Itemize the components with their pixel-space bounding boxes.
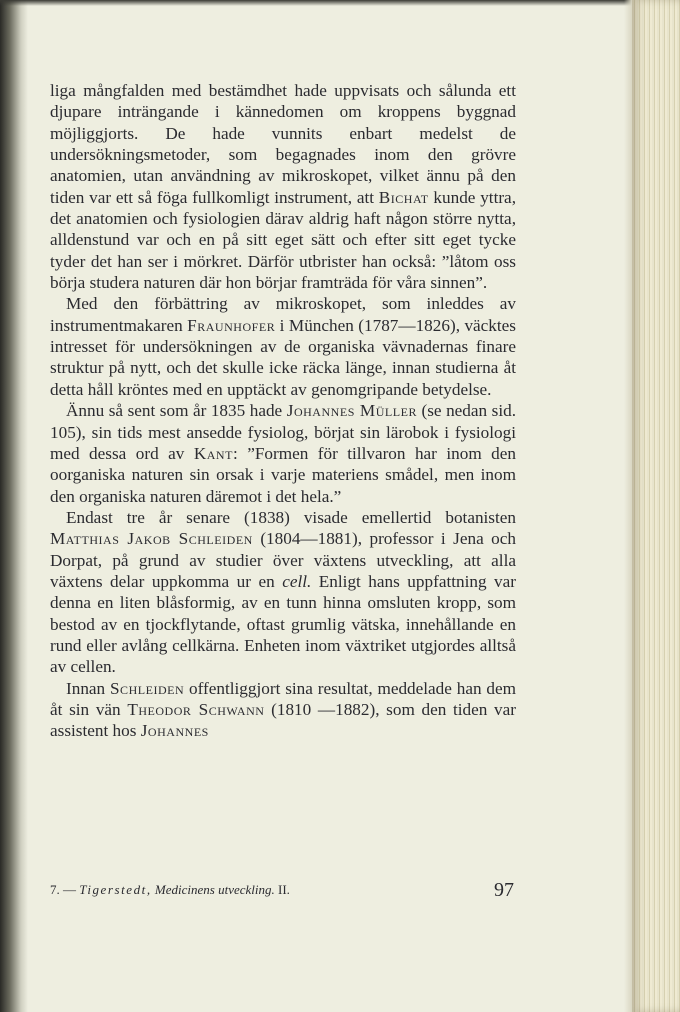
paragraph-text: kunde yttra, det anatomien och fysiologien därav aldrig haft någon större nytta, alldenstund var och en på sitt eget sätt och efter sitt eget tycke tyder det han ser i mörkret. Därför utbrister han också: ”låtom oss börja studera naturen där hon börjar framträda för våra sinnen”. xyxy=(50,187,516,293)
paragraph-text: Innan xyxy=(66,678,110,698)
emphasis-text: cell. xyxy=(282,571,312,591)
signature-volume: II. xyxy=(278,882,290,897)
paragraph xyxy=(50,678,516,742)
paragraph-text: Ännu så sent som år 1835 hade xyxy=(66,401,287,421)
person-name: Kant xyxy=(193,443,233,463)
paragraph-text: liga mångfalden med bestämdhet hade uppvisats och sålunda ett djupare inträngande i kännedomen om kroppens byggnad möjliggjorts. De hade vunnits enbart medelst de undersökningsmetoder, som begagnades inom den grövre anatomien, utan användning av mikroskopet, vilket ännu på den tiden var ett så föga fullkomligt instrument, att xyxy=(50,81,516,207)
paragraph-text: i München (1787—1826), väcktes intresset för undersökningen av de organiska vävnadernas finare struktur på nytt, och det skulle icke räcka länge, innan studierna åt detta håll kröntes med en upptäckt av genomgripande betydelse. xyxy=(50,315,516,399)
paragraph-text: : ”Formen för tillvaron har inom den oorganiska naturen sin orsak i varje materiens smådel, men inom den organiska naturen däremot i det hela.” xyxy=(50,443,516,506)
person-name: Johannes Müller xyxy=(286,401,417,421)
paragraph-text: Endast tre år senare (1838) visade emellertid botanisten xyxy=(66,507,516,527)
person-name: Matthias Jakob Schleiden xyxy=(50,529,253,549)
person-name: Johannes xyxy=(140,721,209,741)
page-stack-edges xyxy=(632,0,680,1012)
person-name: Theodor Schwann xyxy=(127,699,265,719)
paragraph-text: offentliggjort sina resultat, meddelade han dem åt sin vän xyxy=(50,678,516,719)
signature-number: 7. — xyxy=(50,882,76,897)
signature-author: Tigerstedt, xyxy=(79,882,152,897)
signature-book-title: Medicinens utveckling. xyxy=(154,882,275,897)
paragraph xyxy=(50,293,516,400)
paragraph-text: (se nedan sid. 105), sin tids mest ansedde fysiolog, börjat sin lärobok i fysiologi med dessa ord av xyxy=(50,401,516,463)
paragraph xyxy=(50,400,516,507)
page-edge-gutter xyxy=(624,0,632,1012)
person-name: Bichat xyxy=(378,187,429,207)
paragraph-text: Enligt hans uppfattning var denna en liten blåsformig, av en tunn hinna omsluten kropp, som bestod av en tjockflytande, oftast grumlig vätska, innehållande en rund eller avlång cellkärna. Enheten inom växtriket utgjordes alltså av cellen. xyxy=(50,571,516,677)
top-edge-shadow xyxy=(0,0,680,6)
binding-shadow xyxy=(0,0,28,1012)
person-name: Schleiden xyxy=(109,678,185,698)
printer-signature xyxy=(50,881,290,899)
paragraph-text: Med den förbättring av mikroskopet, som inleddes av instrumentmakaren xyxy=(50,294,516,335)
person-name: Fraunhofer xyxy=(187,315,276,335)
paragraph xyxy=(50,80,516,293)
paragraph xyxy=(50,507,516,678)
body-text xyxy=(50,80,516,742)
page-number: 97 xyxy=(494,879,514,901)
paragraph-text: (1804—1881), professor i Jena och Dorpat, på grund av studier över växtens utveckling, att alla växtens delar uppkomma ur en xyxy=(50,529,516,591)
paragraph-text: (1810 —1882), som den tiden var assistent hos xyxy=(50,699,516,741)
